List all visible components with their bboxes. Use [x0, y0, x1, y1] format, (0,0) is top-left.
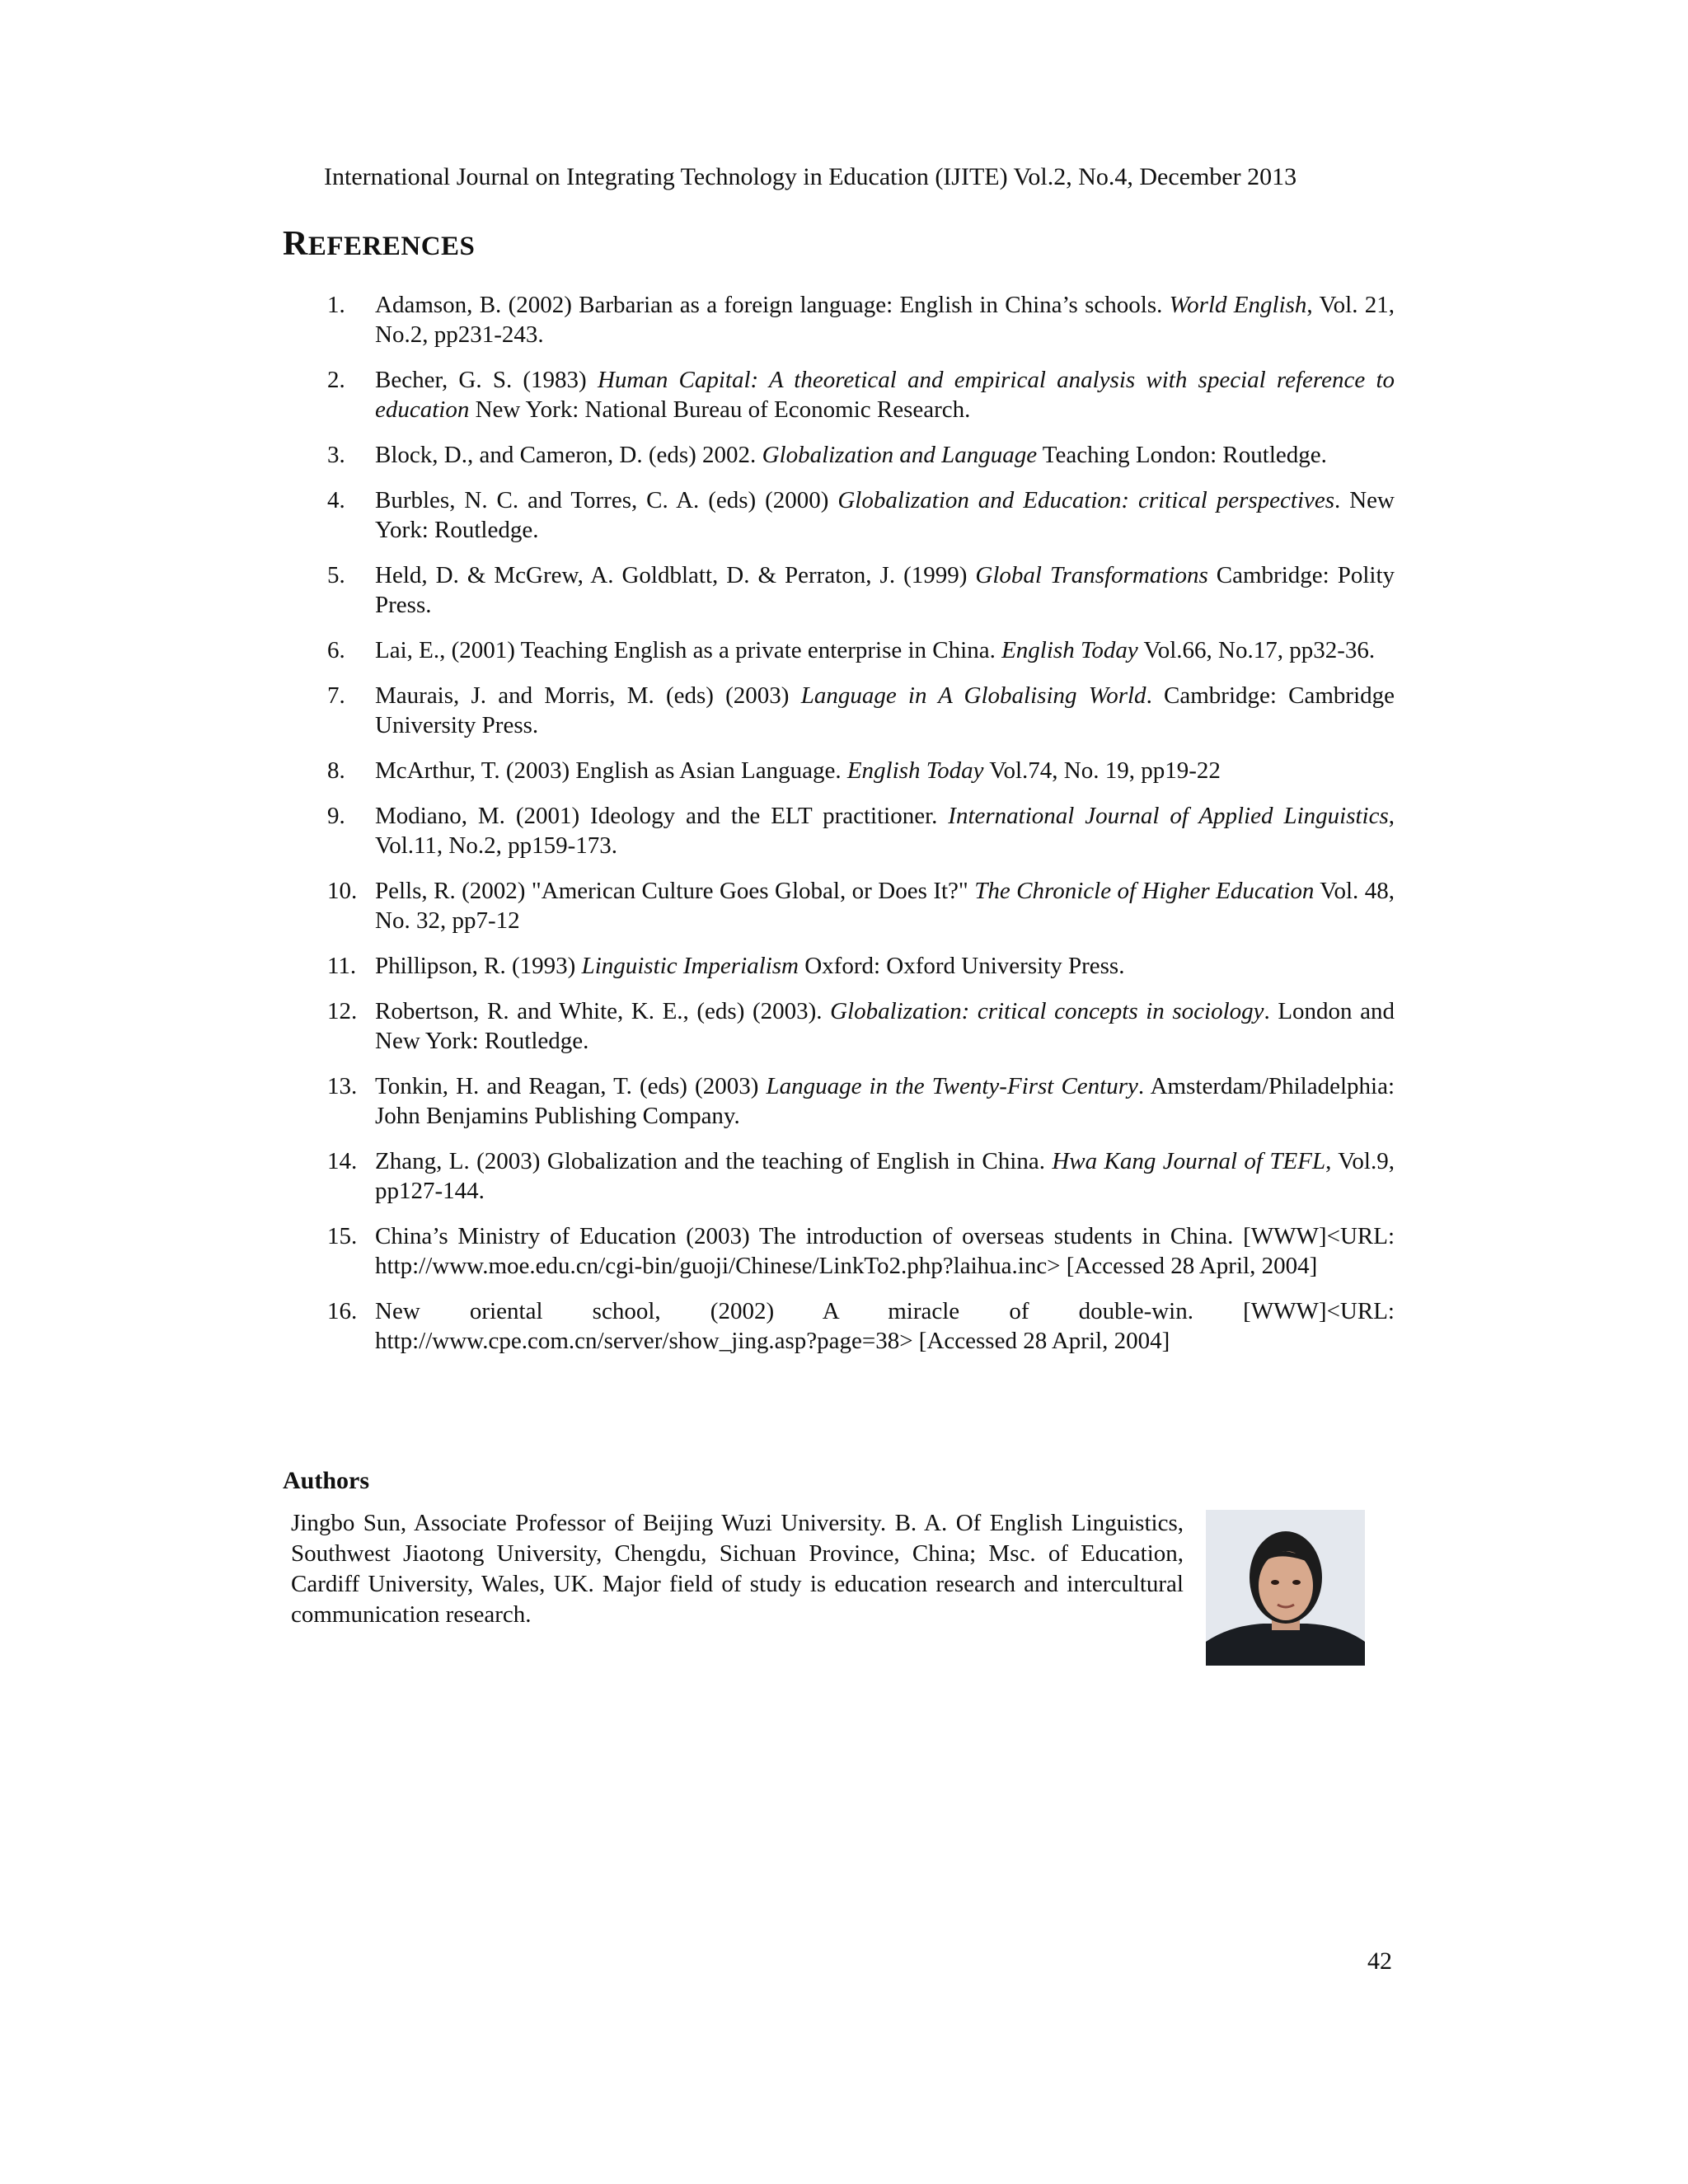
- references-heading-cap: R: [283, 225, 308, 263]
- photo-face: [1259, 1551, 1313, 1620]
- references-heading-rest: EFERENCES: [307, 232, 476, 261]
- reference-item: [0, 951, 1395, 981]
- reference-text-end: , Vol.9, pp127-144.: [375, 1148, 1395, 1204]
- reference-number: 3.: [327, 442, 345, 468]
- reference-text-end: , Vol. 21, No.2, pp231-243.: [375, 292, 1395, 348]
- reference-text: Modiano, M. (2001) Ideology and the ELT practitioner.: [375, 803, 949, 829]
- journal-header: International Journal on Integrating Technology in Education (IJITE) Vol.2, No.4, December 2013: [324, 163, 1297, 190]
- reference-title: Hwa Kang Journal of TEFL: [1052, 1148, 1326, 1174]
- reference-title: Language in the Twenty-First Century: [766, 1073, 1138, 1099]
- reference-item: [0, 801, 1395, 860]
- authors-heading: Authors: [283, 1467, 370, 1494]
- reference-number: 12.: [327, 998, 358, 1024]
- reference-text: China’s Ministry of Education (2003) The introduction of overseas students in China. [WWW]<URL: http://www.moe.edu.cn/cgi-bin/guoji/Chinese/LinkTo2.php?laihua.inc> [Accessed 28 April, 2004]: [375, 1223, 1395, 1279]
- reference-text-end: Cambridge: Polity Press.: [375, 562, 1395, 618]
- reference-number: 1.: [327, 292, 345, 318]
- reference-title: Globalization: critical concepts in sociology: [830, 998, 1264, 1024]
- reference-title: English Today: [1001, 637, 1138, 663]
- reference-number: 16.: [327, 1298, 358, 1324]
- reference-text: New oriental school, (2002) A miracle of double-win. [WWW]<URL: http://www.cpe.com.cn/server/show_jing.asp?page=38> [Accessed 28 April, 2004]: [375, 1298, 1395, 1354]
- reference-number: 9.: [327, 803, 345, 829]
- reference-text: Held, D. & McGrew, A. Goldblatt, D. & Perraton, J. (1999): [375, 562, 976, 588]
- reference-text-end: Teaching London: Routledge.: [1037, 442, 1327, 468]
- reference-text-end: . New York: Routledge.: [375, 487, 1395, 543]
- reference-number: 6.: [327, 637, 345, 663]
- references-heading: [283, 224, 475, 264]
- reference-text-end: Vol.66, No.17, pp32-36.: [1137, 637, 1376, 663]
- reference-title: Globalization and Education: critical perspectives: [837, 487, 1335, 513]
- reference-title: English Today: [846, 757, 984, 784]
- reference-text: Phillipson, R. (1993): [375, 953, 582, 979]
- page-number: 42: [1367, 1947, 1392, 1975]
- author-photo: [1206, 1510, 1365, 1666]
- reference-text-end: Vol. 48, No. 32, pp7-12: [375, 878, 1395, 934]
- reference-item: [0, 681, 1395, 740]
- reference-title: Human Capital: A theoretical and empirical analysis with special reference to education: [375, 367, 1395, 423]
- reference-item: [0, 485, 1395, 545]
- reference-title: Global Transformations: [975, 562, 1208, 588]
- reference-item: [0, 365, 1395, 424]
- reference-item: [0, 1221, 1395, 1281]
- reference-title: Linguistic Imperialism: [581, 953, 799, 979]
- reference-number: 7.: [327, 682, 345, 709]
- reference-title: International Journal of Applied Linguistics: [948, 803, 1389, 829]
- reference-text-end: . Amsterdam/Philadelphia: John Benjamins Publishing Company.: [375, 1073, 1395, 1129]
- reference-item: [0, 635, 1395, 665]
- reference-text: Adamson, B. (2002) Barbarian as a foreign language: English in China’s schools.: [375, 292, 1170, 318]
- reference-item: [0, 1296, 1395, 1356]
- reference-text: Lai, E., (2001) Teaching English as a private enterprise in China.: [375, 637, 1002, 663]
- reference-number: 2.: [327, 367, 345, 393]
- reference-text-end: . London and New York: Routledge.: [375, 998, 1395, 1054]
- reference-item: [0, 290, 1395, 349]
- reference-title: World English: [1169, 292, 1307, 318]
- reference-number: 13.: [327, 1073, 358, 1099]
- reference-number: 14.: [327, 1148, 358, 1174]
- reference-title: The Chronicle of Higher Education: [974, 878, 1315, 904]
- reference-text: Burbles, N. C. and Torres, C. A. (eds) (2000): [375, 487, 838, 513]
- reference-number: 10.: [327, 878, 358, 904]
- reference-text-end: New York: National Bureau of Economic Research.: [469, 396, 971, 423]
- reference-text: Tonkin, H. and Reagan, T. (eds) (2003): [375, 1073, 767, 1099]
- reference-text: Pells, R. (2002) "American Culture Goes Global, or Does It?": [375, 878, 975, 904]
- reference-item: [0, 1146, 1395, 1206]
- photo-left-eye: [1271, 1580, 1279, 1585]
- reference-text: Block, D., and Cameron, D. (eds) 2002.: [375, 442, 762, 468]
- reference-item: [0, 560, 1395, 620]
- reference-title: Globalization and Language: [762, 442, 1038, 468]
- reference-text: Zhang, L. (2003) Globalization and the teaching of English in China.: [375, 1148, 1053, 1174]
- reference-number: 5.: [327, 562, 345, 588]
- reference-text-end: . Cambridge: Cambridge University Press.: [375, 682, 1395, 738]
- reference-text: Maurais, J. and Morris, M. (eds) (2003): [375, 682, 801, 709]
- reference-list: [0, 290, 1688, 1371]
- reference-text-end: , Vol.11, No.2, pp159-173.: [375, 803, 1395, 859]
- reference-text: McArthur, T. (2003) English as Asian Language.: [375, 757, 847, 784]
- reference-text-end: Oxford: Oxford University Press.: [798, 953, 1125, 979]
- reference-text: Becher, G. S. (1983): [375, 367, 598, 393]
- reference-item: [0, 440, 1395, 470]
- reference-text-end: Vol.74, No. 19, pp19-22: [983, 757, 1221, 784]
- photo-right-eye: [1292, 1580, 1301, 1585]
- reference-number: 15.: [327, 1223, 358, 1249]
- reference-number: 4.: [327, 487, 345, 513]
- reference-item: [0, 996, 1395, 1056]
- reference-number: 11.: [327, 953, 357, 979]
- author-bio: Jingbo Sun, Associate Professor of Beijing Wuzi University. B. A. Of English Linguistics, Southwest Jiaotong University, Chengdu, Sichuan Province, China; Msc. of Education, Cardiff University, Wales, UK. Major field of study is education research and intercultural communication research.: [291, 1510, 1184, 1628]
- reference-item: [0, 1071, 1395, 1131]
- reference-number: 8.: [327, 757, 345, 784]
- reference-title: Language in A Globalising World: [800, 682, 1146, 709]
- reference-text: Robertson, R. and White, K. E., (eds) (2003).: [375, 998, 831, 1024]
- reference-item: [0, 756, 1395, 785]
- reference-item: [0, 876, 1395, 935]
